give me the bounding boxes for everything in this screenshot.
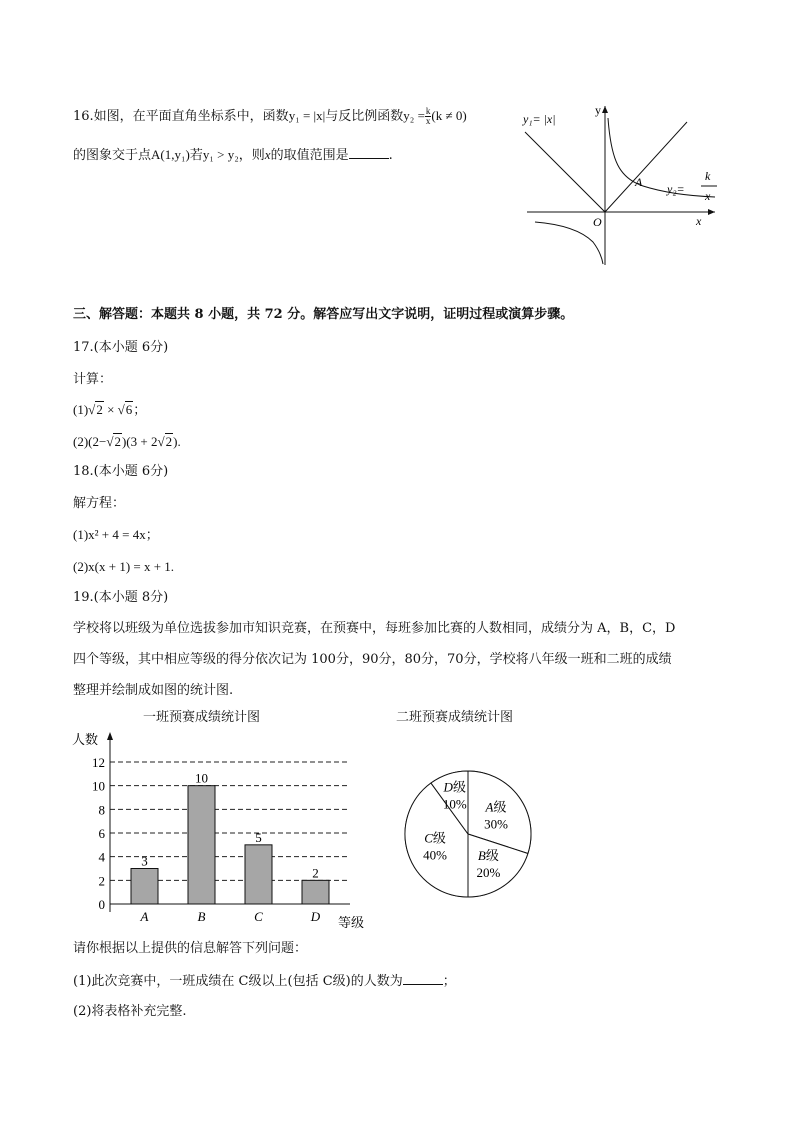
q16-inequality: y₁ > y₂ [202, 147, 239, 162]
q16-text-c: 与反比例函数 [325, 109, 404, 124]
q19-question2: (2)将表格补充完整. [73, 1004, 187, 1019]
q19-question1 [73, 972, 456, 991]
q18-part1: (1)x² + 4 = 4x； [73, 527, 159, 542]
q17-p2-end: ). [173, 434, 181, 449]
graph-x-arrow [708, 209, 715, 215]
q16-text-2e: ，则 [238, 148, 265, 163]
q17-p2-radicand1: 2 [114, 434, 121, 449]
q16-answer-blank [349, 146, 389, 159]
bar-value-label-C: 5 [255, 829, 262, 845]
bar-xlabel: 等级 [338, 915, 365, 930]
q18-part2: (2)x(x + 1) = x + 1. [73, 559, 175, 574]
q18-instruction: 解方程： [73, 496, 126, 511]
bar-category-label-A: A [140, 909, 149, 924]
pie-pct-D: 10% [442, 796, 467, 812]
q16-var-x: x [264, 147, 271, 162]
q18-title: 18.(本小题 6分) [73, 464, 169, 479]
pie-pct-B: 20% [476, 865, 501, 881]
q17-title: 17.(本小题 6分) [73, 340, 169, 355]
bar-category-label-D: D [310, 909, 321, 924]
pie-label-D: D级 [443, 779, 466, 795]
bar-value-label-B: 10 [195, 770, 208, 786]
q16-text-a: 16.如图，在平面直角坐标系中，函数 [73, 109, 289, 124]
q16-text-2a: 的图象交于点 [73, 148, 152, 163]
q16-func-y1: y₁ = |x| [288, 108, 326, 123]
q17-p2-mid: )(3 + 2 [121, 434, 158, 449]
bar-y-axis-arrow [107, 732, 113, 740]
bar-ytick-label-0: 0 [98, 897, 105, 912]
q16-point-a: A(1,y₁) [151, 147, 190, 162]
graph-y-axis-label: y [595, 103, 601, 117]
bar-category-label-B: B [197, 909, 206, 924]
pie-label-B: B级 [477, 848, 499, 864]
q16-line2 [73, 146, 393, 165]
bar-ytick-label-4: 4 [98, 849, 105, 865]
bar-A [131, 869, 158, 905]
q19-para2: 四个等级，其中相应等级的得分依次记为 100分，90分，80分，70分，学校将八年级一班和二班的成绩 [73, 652, 672, 667]
q19-title: 19.(本小题 8分) [73, 590, 169, 605]
bar-ytick-label-10: 10 [92, 778, 105, 794]
graph-y2-branch-q1 [608, 118, 715, 197]
q17-p2-pre: (2)(2− [73, 434, 107, 449]
graph-y1-line [525, 122, 687, 212]
q16-condition: (k ≠ 0) [431, 108, 467, 123]
q17-instruction: 计算： [73, 372, 113, 387]
bar-chart-title: 一班预赛成绩统计图 [143, 710, 261, 725]
bar-C [245, 845, 272, 904]
graph-x-axis-label: x [696, 214, 702, 228]
q17-part2: (2)(2−√2)(3 + 2√2). [73, 434, 181, 449]
q17-p1-pre: (1) [73, 402, 89, 417]
bar-value-label-A: 3 [141, 853, 148, 869]
bar-category-label-C: C [254, 909, 263, 924]
bar-value-label-D: 2 [312, 865, 319, 881]
pie-pct-C: 40% [423, 847, 447, 863]
pie-label-C: C级 [424, 830, 446, 846]
pie-label-A: A级 [485, 799, 507, 815]
q19-q1-text: (1)此次竞赛中，一班成绩在 C级以上(包括 C级)的人数为 [73, 974, 403, 989]
q16-text-2h: . [388, 148, 393, 163]
bar-chart [66, 726, 376, 936]
q19-para3: 整理并绘制成如图的统计图. [73, 683, 234, 698]
q17-part1: (1)√2 × √6； [73, 402, 147, 417]
bar-ytick-label-6: 6 [98, 826, 105, 841]
q16-frac-den: x [425, 116, 431, 126]
graph-point-a-label: A [635, 175, 643, 189]
q16-func-y2: y₂ = [403, 108, 425, 123]
bar-ytick-label-12: 12 [92, 755, 105, 770]
q17-p1-radicand1: 2 [96, 402, 103, 417]
graph-y1-label: y₁= |x| [523, 112, 556, 126]
graph-y2-den: x [705, 189, 711, 203]
bar-B [188, 786, 215, 904]
q17-p1-radicand2: 6 [125, 402, 133, 417]
graph-y-arrow [602, 106, 608, 113]
graph-y2-label: y₂= [667, 182, 685, 196]
q17-p1-times: × [103, 402, 118, 417]
q17-p1-end: ； [133, 402, 147, 417]
q19-para1: 学校将以班级为单位选拔参加市知识竞赛，在预赛中，每班参加比赛的人数相同，成绩分为 A，B，C，D [73, 621, 676, 636]
bar-ytick-label-8: 8 [98, 802, 105, 818]
q16-text-2g: 的取值范围是 [270, 148, 349, 163]
q19-q1-blank [403, 972, 443, 985]
bar-D [302, 880, 329, 904]
graph-y2-num: k [705, 169, 711, 183]
bar-ytick-label-2: 2 [98, 873, 105, 889]
pie-pct-A: 30% [484, 816, 508, 832]
section3-heading: 三、解答题：本题共 8 小题，共 72 分。解答应写出文字说明，证明过程或演算步骤。 [73, 307, 574, 322]
q16-frac-num: k [425, 106, 431, 116]
q19-ask: 请你根据以上提供的信息解答下列问题： [73, 941, 308, 956]
q16-graph [515, 100, 735, 270]
pie-chart-title: 二班预赛成绩统计图 [396, 710, 514, 725]
bar-ylabel: 人数 [72, 732, 99, 747]
pie-chart [398, 764, 538, 904]
q16-text-2c: 若 [189, 148, 203, 163]
q17-p2-radicand2: 2 [165, 434, 173, 449]
q16-line1 [73, 107, 467, 126]
graph-origin-label: O [593, 215, 602, 229]
q19-q1-end: ； [442, 974, 456, 989]
